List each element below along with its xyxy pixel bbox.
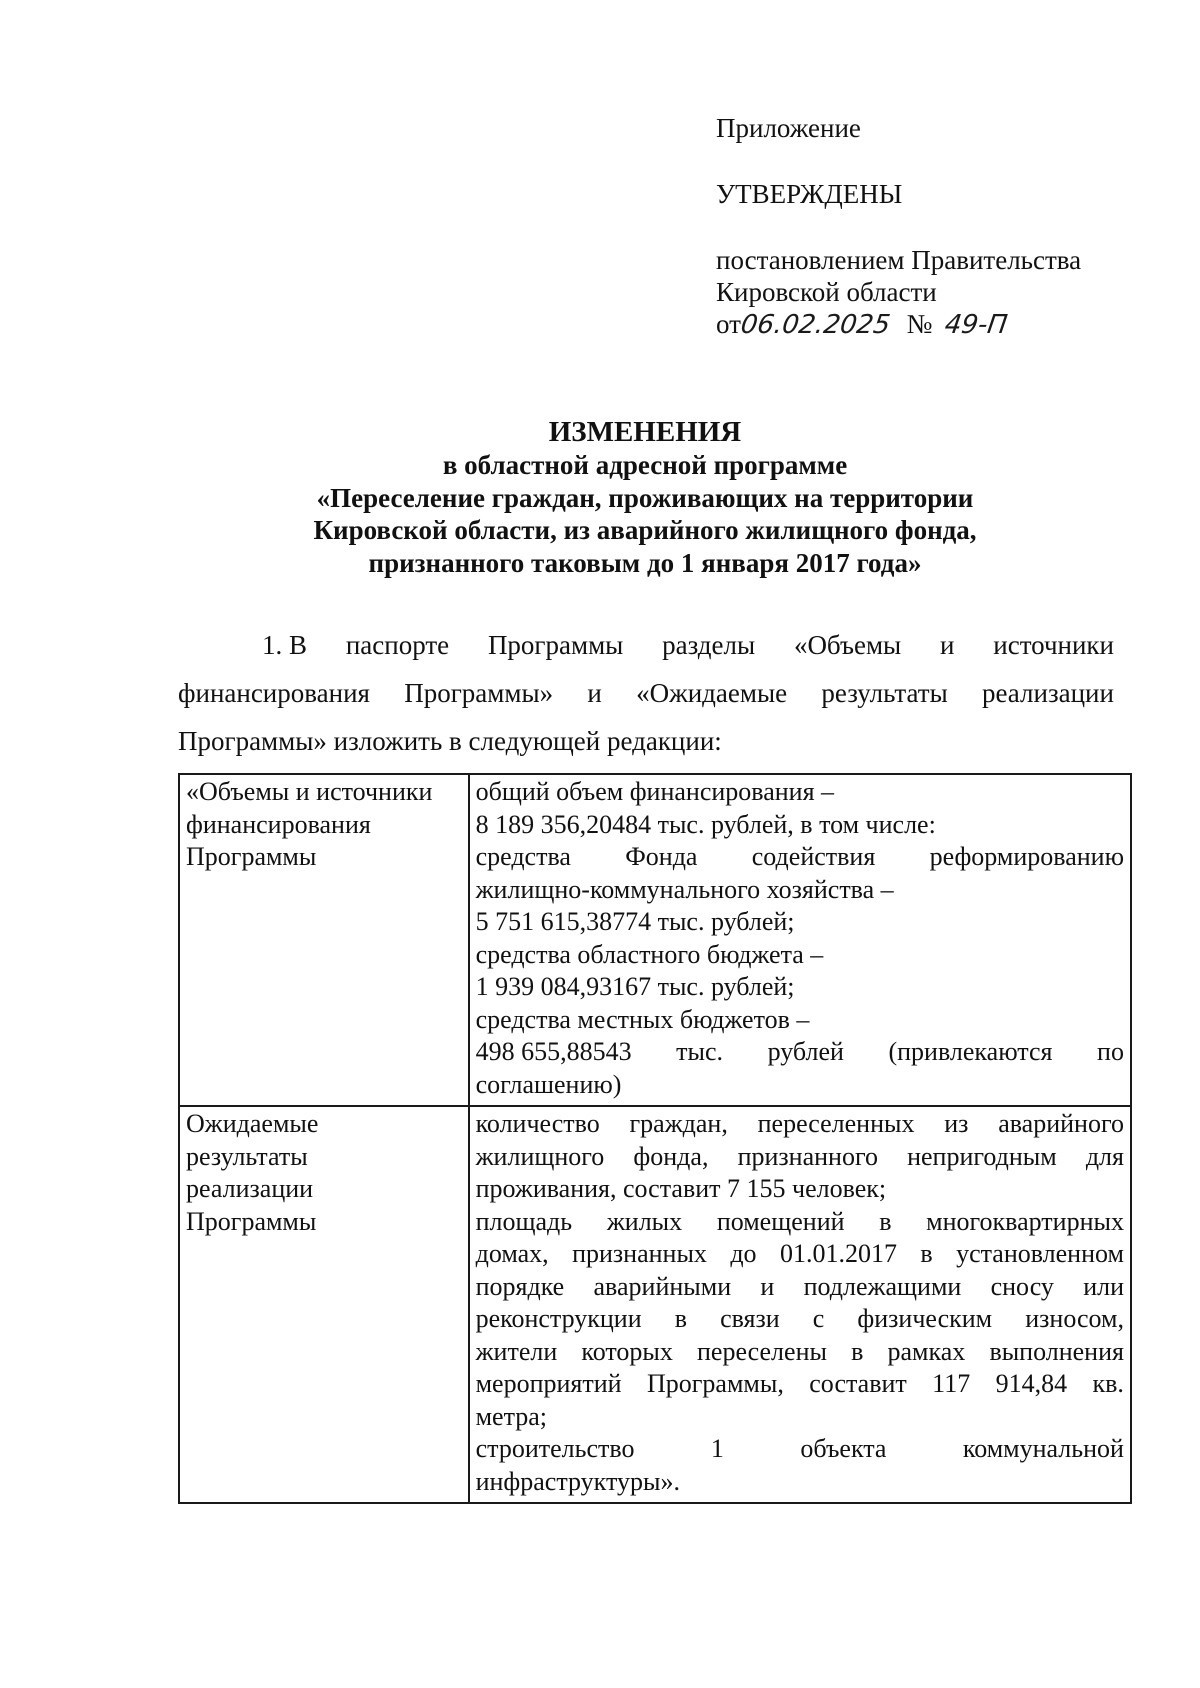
- word: объекта: [800, 1434, 887, 1463]
- content-line: общий объем финансирования –: [475, 777, 835, 806]
- word: в: [879, 1206, 892, 1236]
- word: сносу: [990, 1271, 1054, 1301]
- content-line: жилищно-коммунального хозяйства –: [475, 874, 894, 904]
- word: жилищного: [475, 1141, 605, 1171]
- content-line: 8 189 356,20484 тыс. рублей, в том числе:: [475, 809, 936, 839]
- word: рублей: [767, 1037, 844, 1066]
- number-sign: №: [906, 309, 933, 339]
- content-line: [476, 1368, 1124, 1401]
- word: граждан,: [629, 1109, 728, 1138]
- row-content-results: [469, 1106, 1131, 1503]
- word: с: [812, 1304, 825, 1333]
- content-line: [476, 1238, 1124, 1271]
- content-line: средства областного бюджета –: [475, 939, 824, 969]
- word: подлежащими: [803, 1271, 962, 1301]
- word: реформированию: [929, 842, 1124, 871]
- title-line-4: Кировской области, из аварийного жилищного фонда,: [313, 515, 977, 545]
- approved-label: УТВЕРЖДЕНЫ: [716, 179, 903, 209]
- title-heading: ИЗМЕНЕНИЯ: [548, 416, 742, 448]
- word: (привлекаются: [888, 1037, 1053, 1066]
- word: переселены: [697, 1336, 827, 1366]
- word: которых: [581, 1336, 673, 1366]
- word: аварийного: [998, 1109, 1124, 1138]
- row-label-financing: [179, 774, 469, 1106]
- word: износом,: [1025, 1304, 1124, 1333]
- word: фонда,: [633, 1141, 709, 1171]
- word: жилых: [606, 1206, 683, 1236]
- label-line: результаты: [186, 1141, 308, 1171]
- content-line: [476, 1336, 1124, 1369]
- paragraph-line-3: [178, 726, 1114, 757]
- word: признанных: [572, 1239, 707, 1268]
- label-line: «Объемы и источники: [186, 777, 433, 806]
- word: домах,: [475, 1239, 549, 1268]
- appendix-label: Приложение: [716, 113, 861, 143]
- word: в: [674, 1304, 687, 1333]
- decree-line-1: постановлением Правительства: [716, 245, 1082, 275]
- word: средства: [475, 842, 571, 871]
- row-label-results: [179, 1106, 469, 1503]
- word: и: [587, 678, 602, 708]
- word: помещений: [716, 1206, 845, 1236]
- word: источники: [993, 630, 1114, 660]
- word: 1. В: [262, 630, 308, 660]
- word: признанного: [737, 1141, 878, 1171]
- word: количество: [475, 1109, 600, 1138]
- table-row-financing: [179, 774, 1131, 1106]
- program-passport-table: [178, 773, 1132, 1504]
- word: или: [1083, 1271, 1124, 1301]
- content-line: 5 751 615,38774 тыс. рублей;: [475, 907, 795, 936]
- word: связи: [720, 1304, 780, 1333]
- word: физическим: [857, 1304, 993, 1333]
- paragraph-line-2: [178, 678, 1114, 709]
- word: 1: [710, 1434, 724, 1463]
- title-line-2: в областной адресной программе: [442, 450, 848, 480]
- word: в: [851, 1336, 864, 1366]
- paragraph-text: Программы» изложить в следующей редакции:: [178, 726, 722, 756]
- word: аварийными: [593, 1271, 732, 1301]
- word: из: [944, 1109, 969, 1138]
- word: порядке: [475, 1271, 565, 1301]
- word: финансирования: [178, 678, 370, 708]
- word: 498 655,88543: [475, 1037, 632, 1066]
- word: по: [1097, 1037, 1124, 1066]
- word: в: [920, 1239, 933, 1268]
- content-line: [476, 1108, 1124, 1141]
- word: «Объемы: [793, 630, 902, 660]
- word: 914,84: [995, 1369, 1068, 1398]
- word: строительство: [475, 1434, 635, 1463]
- content-line: [476, 841, 1124, 874]
- label-line: финансирования: [186, 809, 371, 839]
- decree-date-line: [716, 308, 1010, 341]
- content-line: [476, 1036, 1124, 1069]
- word: реконструкции: [475, 1304, 642, 1333]
- word: паспорте: [345, 630, 450, 660]
- word: Программы,: [646, 1369, 784, 1398]
- word: составит: [809, 1369, 907, 1398]
- row-content-financing: [469, 774, 1131, 1106]
- decree-line-2: Кировской области: [716, 277, 937, 307]
- word: коммунальной: [962, 1434, 1124, 1463]
- word: Фонда: [625, 842, 698, 871]
- content-line: [476, 1303, 1124, 1336]
- content-line: инфраструктуры».: [475, 1466, 680, 1496]
- paragraph-line-1: [178, 630, 1114, 661]
- word: жители: [475, 1336, 558, 1366]
- title-line-5: признанного таковым до 1 января 2017 года»: [368, 547, 922, 578]
- content-line: метра;: [475, 1401, 548, 1431]
- handwritten-number: 49-П: [942, 310, 1010, 340]
- word: мероприятий: [475, 1369, 622, 1398]
- content-line: проживания, составит 7 155 человек;: [475, 1174, 887, 1203]
- content-line: соглашению): [475, 1069, 622, 1099]
- content-line: 1 939 084,93167 тыс. рублей;: [475, 972, 795, 1001]
- handwritten-date: 06.02.2025: [738, 310, 892, 340]
- content-line: средства местных бюджетов –: [475, 1004, 810, 1034]
- word: разделы: [662, 630, 756, 660]
- word: Программы»: [404, 678, 554, 708]
- word: результаты: [821, 678, 948, 708]
- word: 117: [932, 1369, 971, 1398]
- word: реализации: [981, 678, 1114, 708]
- word: установленном: [956, 1239, 1124, 1268]
- word: тыс.: [676, 1037, 724, 1066]
- word: выполнения: [989, 1336, 1124, 1366]
- content-line: [476, 1141, 1124, 1174]
- table-row-results: [179, 1106, 1131, 1503]
- content-line: [476, 1271, 1124, 1304]
- word: площадь: [475, 1206, 573, 1236]
- label-line: Программы: [186, 1206, 317, 1236]
- word: до: [730, 1239, 757, 1268]
- word: многоквартирных: [926, 1206, 1124, 1236]
- word: и: [760, 1271, 775, 1301]
- label-line: Ожидаемые: [186, 1109, 319, 1138]
- word: рамках: [887, 1336, 966, 1366]
- date-prefix: от: [716, 309, 741, 339]
- word: Программы: [487, 630, 624, 660]
- word: переселенных: [757, 1109, 915, 1138]
- word: 01.01.2017: [779, 1239, 897, 1268]
- word: кв.: [1092, 1369, 1124, 1398]
- document-title: [180, 415, 1110, 579]
- title-line-3: «Переселение граждан, проживающих на территории: [316, 482, 974, 513]
- word: содействия: [751, 842, 876, 871]
- word: «Ожидаемые: [636, 678, 788, 708]
- label-line: реализации: [186, 1174, 314, 1203]
- label-line: Программы: [186, 842, 317, 871]
- word: для: [1085, 1141, 1124, 1171]
- word: и: [940, 630, 955, 660]
- word: непригодным: [907, 1141, 1057, 1171]
- content-line: [476, 1206, 1124, 1239]
- content-line: [476, 1433, 1124, 1466]
